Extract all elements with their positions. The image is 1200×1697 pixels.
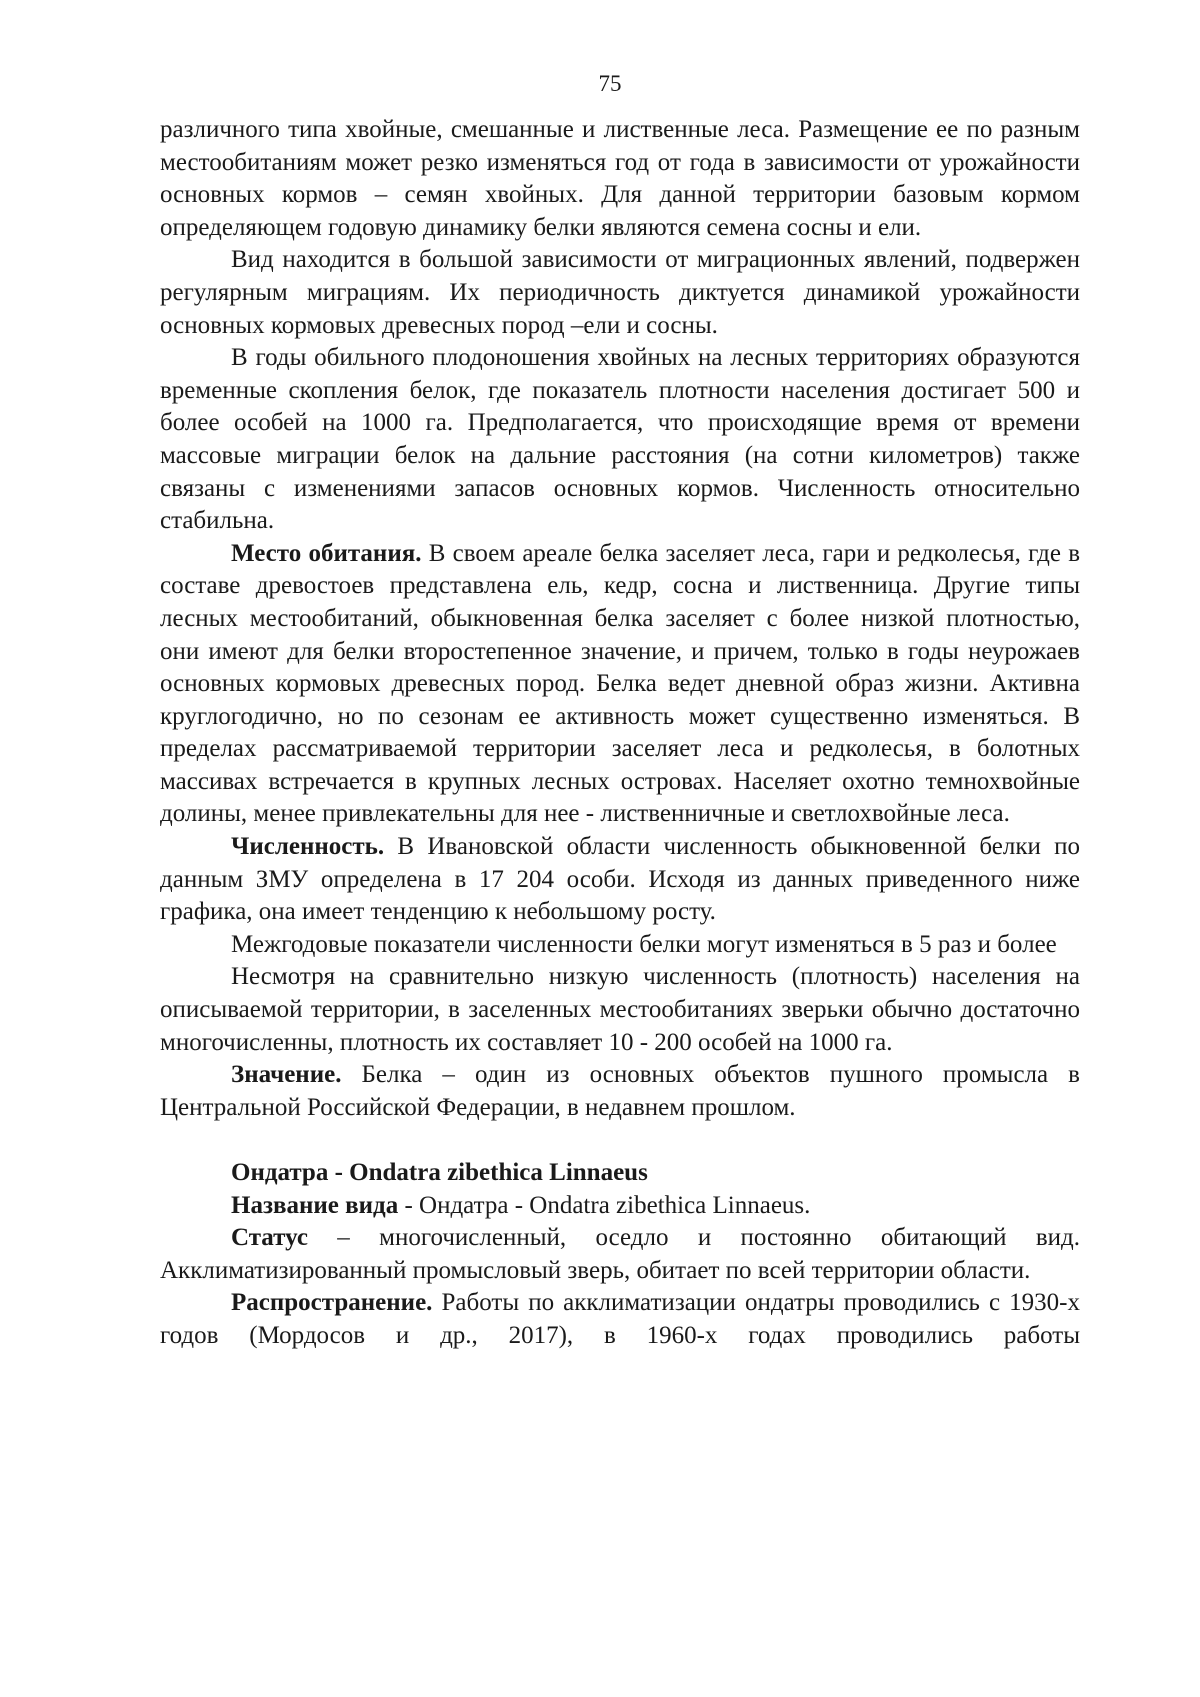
paragraph-squirrel-migration: Вид находится в большой зависимости от миграционных явлений, подвержен регулярным миграциям. Их периодичность диктуется динамикой урожайности основных кормовых древесных пород –ели и сосны. xyxy=(160,246,1080,339)
status-heading: Статус xyxy=(231,1224,308,1252)
page-body xyxy=(160,114,1080,1353)
paragraph-species-name xyxy=(160,1190,1080,1223)
paragraph-significance xyxy=(160,1059,1080,1124)
significance-text: Белка – один из основных объектов пушного промысла в Центральной Российской Федерации, в недавнем прошлом. xyxy=(160,1061,1080,1121)
paragraph-status xyxy=(160,1222,1080,1287)
habitat-heading: Место обитания. xyxy=(231,539,422,567)
species-name-text: - Ондатра - Ondatra zibethica Linnaeus. xyxy=(398,1191,811,1219)
page-number: 75 xyxy=(598,71,622,96)
distribution-heading: Распространение. xyxy=(231,1289,433,1317)
abundance-text: В Ивановской области численность обыкновенной белки по данным ЗМУ определена в 17 204 особи. Исходя из данных приведенного ниже графика, она имеет тенденцию к небольшому росту. xyxy=(160,833,1080,926)
paragraph-abundance xyxy=(160,831,1080,929)
habitat-text: В своем ареале белка заселяет леса, гари и редколесья, где в составе древостоев представлена ель, кедр, сосна и лиственница. Другие типы лесных местообитаний, обыкновенная белка заселяет с более низкой плотностью, они имеют для белки второстепенное значение, и причем, только в годы неурожаев основных кормовых древесных пород. Белка ведет дневной образ жизни. Активна круглогодично, но по сезонам ее активность может существенно изменяться. В пределах рассматриваемой территории заселяет леса и редколесья, в болотных массивах встречается в крупных лесных островах. Населяет охотно темнохвойные долины, менее привлекательны для нее - лиственничные и светлохвойные леса. xyxy=(160,539,1080,828)
paragraph-squirrel-aggregations: В годы обильного плодоношения хвойных на лесных территориях образуются временные скопления белок, где показатель плотности населения достигает 500 и более особей на 1000 га. Предполагается, что происходящие время от времени массовые миграции белок на дальние расстояния (на сотни километров) также связаны с изменениями запасов основных кормов. Численность относительно стабильна. xyxy=(160,344,1080,535)
section-title-muskrat xyxy=(160,1157,1080,1190)
status-text: – многочисленный, оседло и постоянно обитающий вид. Акклиматизированный промысловый зверь, обитает по всей территории области. xyxy=(160,1224,1080,1284)
species-name-heading: Название вида xyxy=(231,1191,399,1219)
paragraph-habitat xyxy=(160,538,1080,831)
abundance-heading: Численность. xyxy=(231,833,385,861)
paragraph-density: Несмотря на сравнительно низкую численность (плотность) населения на описываемой территории, в заселенных местообитаниях зверьки обычно достаточно многочисленны, плотность их составляет 10 - 200 особей на 1000 га. xyxy=(160,963,1080,1056)
distribution-text: Работы по акклиматизации ондатры проводились с 1930-х годов (Мордосов и др., 2017), в 1960-х годах проводились работы xyxy=(160,1289,1080,1349)
paragraph-squirrel-forests: различного типа хвойные, смешанные и лиственные леса. Размещение ее по разным местообитаниям может резко изменяться год от года в зависимости от урожайности основных кормов – семян хвойных. Для данной территории базовым кормом определяющем годовую динамику белки являются семена сосны и ели. xyxy=(160,116,1080,241)
section-spacer xyxy=(160,1124,1080,1157)
muskrat-title: Ондатра - Ondatra zibethica Linnaeus xyxy=(231,1159,648,1186)
significance-heading: Значение. xyxy=(231,1061,342,1089)
paragraph-interannual: Межгодовые показатели численности белки могут изменяться в 5 раз и более xyxy=(231,930,1057,958)
paragraph-distribution xyxy=(160,1287,1080,1352)
